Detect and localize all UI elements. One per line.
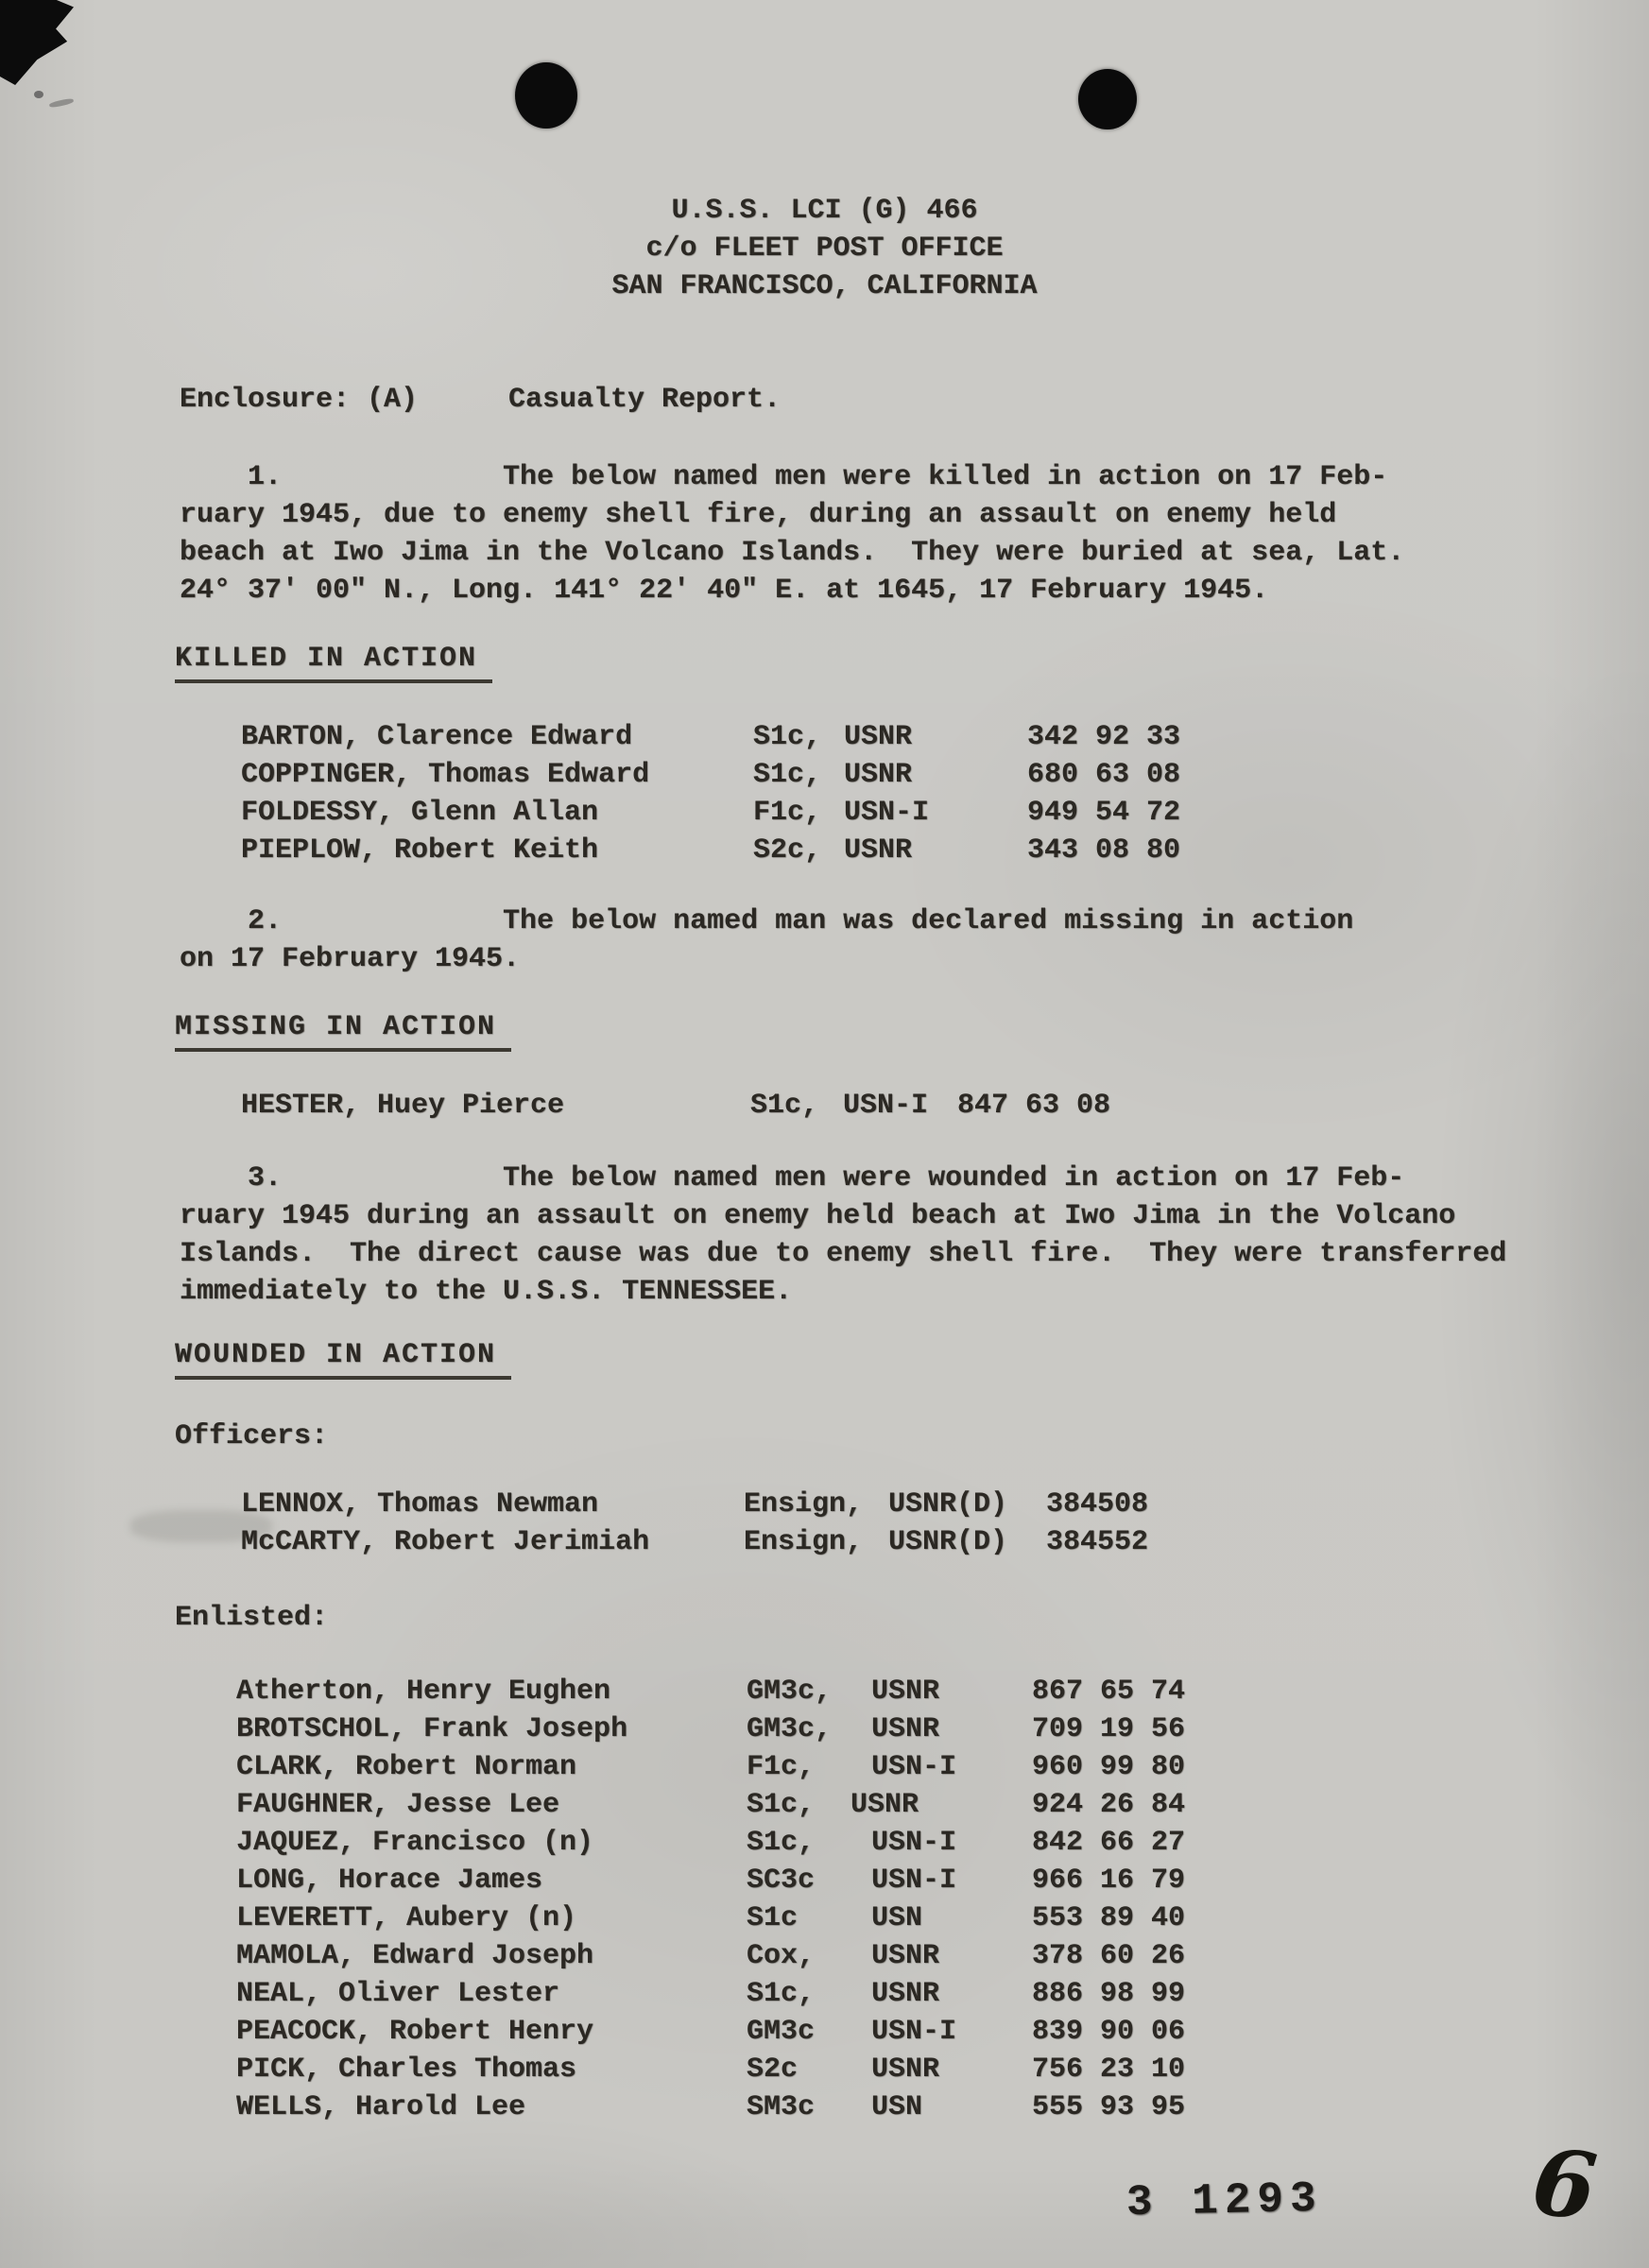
section-heading-killed-in-action: KILLED IN ACTION — [175, 641, 492, 683]
casualty-service-number: 384508 — [1046, 1488, 1149, 1521]
casualty-row — [0, 1523, 1649, 1561]
casualty-name: FAUGHNER, Jesse Lee — [236, 1789, 560, 1821]
casualty-service-number: 966 16 79 — [1032, 1864, 1186, 1897]
casualty-rate: S1c, — [753, 759, 822, 791]
punch-hole-right — [1078, 69, 1137, 129]
casualty-rate: S1c, — [747, 1789, 816, 1821]
casualty-name: LENNOX, Thomas Newman — [241, 1488, 599, 1521]
casualty-rate: SM3c — [747, 2091, 816, 2123]
casualty-rate: GM3c, — [747, 1713, 833, 1745]
punch-hole-left — [515, 62, 577, 129]
enclosure-title: Casualty Report. — [508, 384, 782, 416]
casualty-branch: USN-I — [871, 1751, 957, 1783]
casualty-branch: USN — [871, 1902, 923, 1934]
paragraph-line: immediately to the U.S.S. TENNESSEE. — [180, 1276, 793, 1308]
casualty-name: LONG, Horace James — [236, 1864, 543, 1897]
casualty-rate: S1c — [747, 1902, 799, 1934]
casualty-name: HESTER, Huey Pierce — [241, 1090, 565, 1122]
casualty-name: WELLS, Harold Lee — [236, 2091, 526, 2123]
casualty-row — [0, 1087, 1649, 1125]
casualty-rate: S1c, — [753, 721, 822, 753]
casualty-row — [0, 1899, 1649, 1937]
smudge-dot — [34, 91, 43, 98]
torn-corner-mark — [0, 0, 74, 85]
paragraph-line: on 17 February 1945. — [180, 943, 521, 975]
letterhead — [0, 192, 1649, 305]
casualty-service-number: 378 60 26 — [1032, 1940, 1186, 1972]
paragraph-line: beach at Iwo Jima in the Volcano Islands. They were buried at sea, Lat. — [180, 537, 1405, 569]
casualty-branch: USNR — [844, 721, 913, 753]
casualty-service-number: 553 89 40 — [1032, 1902, 1186, 1934]
paragraph-line: 24° 37' 00" N., Long. 141° 22' 40" E. at 1645, 17 February 1945. — [180, 575, 1269, 607]
casualty-rate: S1c, — [747, 1827, 816, 1859]
section-heading-wounded-in-action: WOUNDED IN ACTION — [175, 1337, 511, 1380]
casualty-row — [0, 1710, 1649, 1748]
casualty-row — [0, 2051, 1649, 2088]
paragraph-line: 2. The below named man was declared missing in action — [180, 905, 1354, 937]
casualty-rate: F1c, — [753, 797, 822, 829]
city-line: SAN FRANCISCO, CALIFORNIA — [611, 270, 1038, 302]
casualty-name: MAMOLA, Edward Joseph — [236, 1940, 594, 1972]
casualty-branch: USN — [871, 2091, 923, 2123]
casualty-name: FOLDESSY, Glenn Allan — [241, 797, 599, 829]
casualty-name: PEACOCK, Robert Henry — [236, 2016, 594, 2048]
casualty-rate: GM3c, — [747, 1675, 833, 1708]
officers-label: Officers: — [175, 1420, 329, 1452]
casualty-service-number: 960 99 80 — [1032, 1751, 1186, 1783]
casualty-name: PIEPLOW, Robert Keith — [241, 834, 599, 867]
casualty-row — [0, 756, 1649, 794]
smudge-dash — [49, 97, 75, 108]
casualty-branch: USNR — [871, 1940, 940, 1972]
archive-stamp-number: 3 1293 — [1125, 2174, 1324, 2228]
casualty-branch: USNR — [844, 759, 913, 791]
casualty-branch: USNR — [871, 1675, 940, 1708]
casualty-row — [0, 1862, 1649, 1899]
casualty-branch: USNR — [871, 1713, 940, 1745]
casualty-name: CLARK, Robert Norman — [236, 1751, 577, 1783]
casualty-row — [0, 2088, 1649, 2126]
casualty-rate: SC3c — [747, 1864, 816, 1897]
casualty-name: BARTON, Clarence Edward — [241, 721, 633, 753]
casualty-row — [0, 1824, 1649, 1862]
casualty-row — [0, 1975, 1649, 2013]
casualty-name: BROTSCHOL, Frank Joseph — [236, 1713, 628, 1745]
casualty-row — [0, 1786, 1649, 1824]
casualty-row — [0, 2013, 1649, 2051]
casualty-branch: USNR — [850, 1789, 919, 1821]
paragraph-line: Islands. The direct cause was due to enemy shell fire. They were transferred — [180, 1238, 1507, 1270]
casualty-service-number: 555 93 95 — [1032, 2091, 1186, 2123]
casualty-row — [0, 1673, 1649, 1710]
casualty-row — [0, 1486, 1649, 1523]
casualty-branch: USNR — [871, 2053, 940, 2086]
casualty-row — [0, 1748, 1649, 1786]
casualty-branch: USN-I — [843, 1090, 929, 1122]
ship-name: U.S.S. LCI (G) 466 — [671, 195, 978, 227]
fleet-post-office-line: c/o FLEET POST OFFICE — [645, 232, 1004, 265]
handwritten-page-number: 6 — [1527, 2127, 1602, 2242]
casualty-branch: USNR — [844, 834, 913, 867]
casualty-service-number: 709 19 56 — [1032, 1713, 1186, 1745]
casualty-rate: S1c, — [747, 1978, 816, 2010]
casualty-service-number: 847 63 08 — [957, 1090, 1111, 1122]
casualty-service-number: 839 90 06 — [1032, 2016, 1186, 2048]
casualty-branch: USN-I — [844, 797, 930, 829]
casualty-name: Atherton, Henry Eughen — [236, 1675, 611, 1708]
casualty-service-number: 842 66 27 — [1032, 1827, 1186, 1859]
casualty-name: LEVERETT, Aubery (n) — [236, 1902, 577, 1934]
casualty-rate: S2c, — [753, 834, 822, 867]
casualty-rank: Ensign, — [744, 1488, 864, 1521]
section-heading-missing-in-action: MISSING IN ACTION — [175, 1009, 511, 1052]
casualty-service-number: 384552 — [1046, 1526, 1149, 1558]
casualty-branch: USNR(D) — [888, 1488, 1008, 1521]
casualty-name: NEAL, Oliver Lester — [236, 1978, 560, 2010]
casualty-row — [0, 832, 1649, 869]
casualty-service-number: 342 92 33 — [1027, 721, 1181, 753]
enclosure-label: Enclosure: (A) — [180, 384, 419, 416]
enlisted-label: Enlisted: — [175, 1602, 329, 1634]
casualty-rate: S1c, — [750, 1090, 819, 1122]
paragraph-line: ruary 1945 during an assault on enemy held beach at Iwo Jima in the Volcano — [180, 1200, 1456, 1232]
casualty-branch: USN-I — [871, 1827, 957, 1859]
casualty-branch: USN-I — [871, 1864, 957, 1897]
casualty-service-number: 680 63 08 — [1027, 759, 1181, 791]
casualty-service-number: 756 23 10 — [1032, 2053, 1186, 2086]
casualty-branch: USNR — [871, 1978, 940, 2010]
casualty-name: McCARTY, Robert Jerimiah — [241, 1526, 650, 1558]
casualty-service-number: 924 26 84 — [1032, 1789, 1186, 1821]
casualty-name: JAQUEZ, Francisco (n) — [236, 1827, 594, 1859]
casualty-rate: GM3c — [747, 2016, 816, 2048]
casualty-row — [0, 1937, 1649, 1975]
casualty-service-number: 949 54 72 — [1027, 797, 1181, 829]
casualty-name: PICK, Charles Thomas — [236, 2053, 577, 2086]
casualty-service-number: 867 65 74 — [1032, 1675, 1186, 1708]
casualty-service-number: 886 98 99 — [1032, 1978, 1186, 2010]
casualty-row — [0, 794, 1649, 832]
casualty-rate: F1c, — [747, 1751, 816, 1783]
paragraph-line: 3. The below named men were wounded in action on 17 Feb- — [180, 1162, 1405, 1194]
casualty-rate: S2c — [747, 2053, 799, 2086]
casualty-name: COPPINGER, Thomas Edward — [241, 759, 650, 791]
paragraph-line: 1. The below named men were killed in action on 17 Feb- — [180, 461, 1388, 493]
casualty-rate: Cox, — [747, 1940, 816, 1972]
casualty-service-number: 343 08 80 — [1027, 834, 1181, 867]
casualty-rank: Ensign, — [744, 1526, 864, 1558]
casualty-branch: USNR(D) — [888, 1526, 1008, 1558]
casualty-row — [0, 718, 1649, 756]
casualty-branch: USN-I — [871, 2016, 957, 2048]
paragraph-line: ruary 1945, due to enemy shell fire, during an assault on enemy held — [180, 499, 1337, 531]
